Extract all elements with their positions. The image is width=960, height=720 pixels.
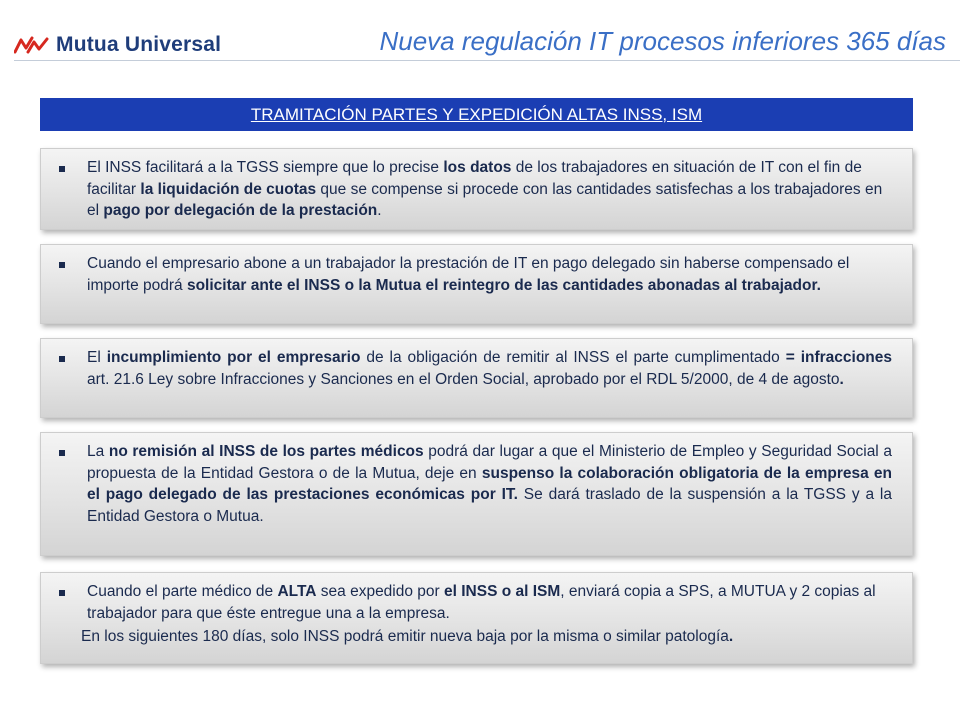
info-block-reintegro <box>40 244 913 324</box>
mutua-universal-logo-icon <box>14 35 50 55</box>
slide-title: Nueva regulación IT procesos inferiores 365 días <box>379 26 946 56</box>
block-text: El INSS facilitará a la TGSS siempre que lo precise los datos de los trabajadores en situación de IT con el fin de facilitar la liquidación de cuotas que se compense si procede con las cantidades satisfechas a los trabajadores en el pago por delegación de la prestación. <box>87 159 883 219</box>
block-text: El incumplimiento por el empresario de la obligación de remitir al INSS el parte cumplimentado = infracciones art. 21.6 Ley sobre Infracciones y Sanciones en el Orden Social, aprobado por el RDL 5/2000, de 4 de agosto. <box>87 349 893 388</box>
block-text: Cuando el parte médico de ALTA sea expedido por el INSS o al ISM, enviará copia a SPS, a MUTUA y 2 copias al trabajador para que éste entregue una a la empresa. <box>87 583 876 622</box>
info-block-datos <box>40 148 913 230</box>
block-text: Cuando el empresario abone a un trabajador la prestación de IT en pago delegado sin haberse compensado el importe podrá solicitar ante el INSS o la Mutua el reintegro de las cantidades abonadas al trabajador. <box>87 255 850 294</box>
section-header: TRAMITACIÓN PARTES Y EXPEDICIÓN ALTAS INSS, ISM <box>40 98 913 131</box>
brand-name: Mutua Universal <box>56 33 222 56</box>
square-bullet-icon <box>59 356 65 362</box>
info-block-incumplimiento <box>40 338 913 418</box>
block-text: La no remisión al INSS de los partes médicos podrá dar lugar a que el Ministerio de Empleo y Seguridad Social a propuesta de la Entidad Gestora o de la Mutua, deje en suspenso la colaboración obligatoria de la empresa en el pago delegado de las prestaciones económicas por IT. Se dará traslado de la suspensión a la TGSS y a la Entidad Gestora o Mutua. <box>87 443 892 525</box>
info-block-alta <box>40 572 913 664</box>
mutua-universal-logo <box>14 30 221 60</box>
square-bullet-icon <box>59 450 65 456</box>
square-bullet-icon <box>59 590 65 596</box>
square-bullet-icon <box>59 262 65 268</box>
info-block-no-remision <box>40 432 913 556</box>
block-text-second-line: En los siguientes 180 días, solo INSS podrá emitir nueva baja por la misma o similar patología. <box>81 628 734 645</box>
header-divider <box>14 60 960 61</box>
square-bullet-icon <box>59 166 65 172</box>
